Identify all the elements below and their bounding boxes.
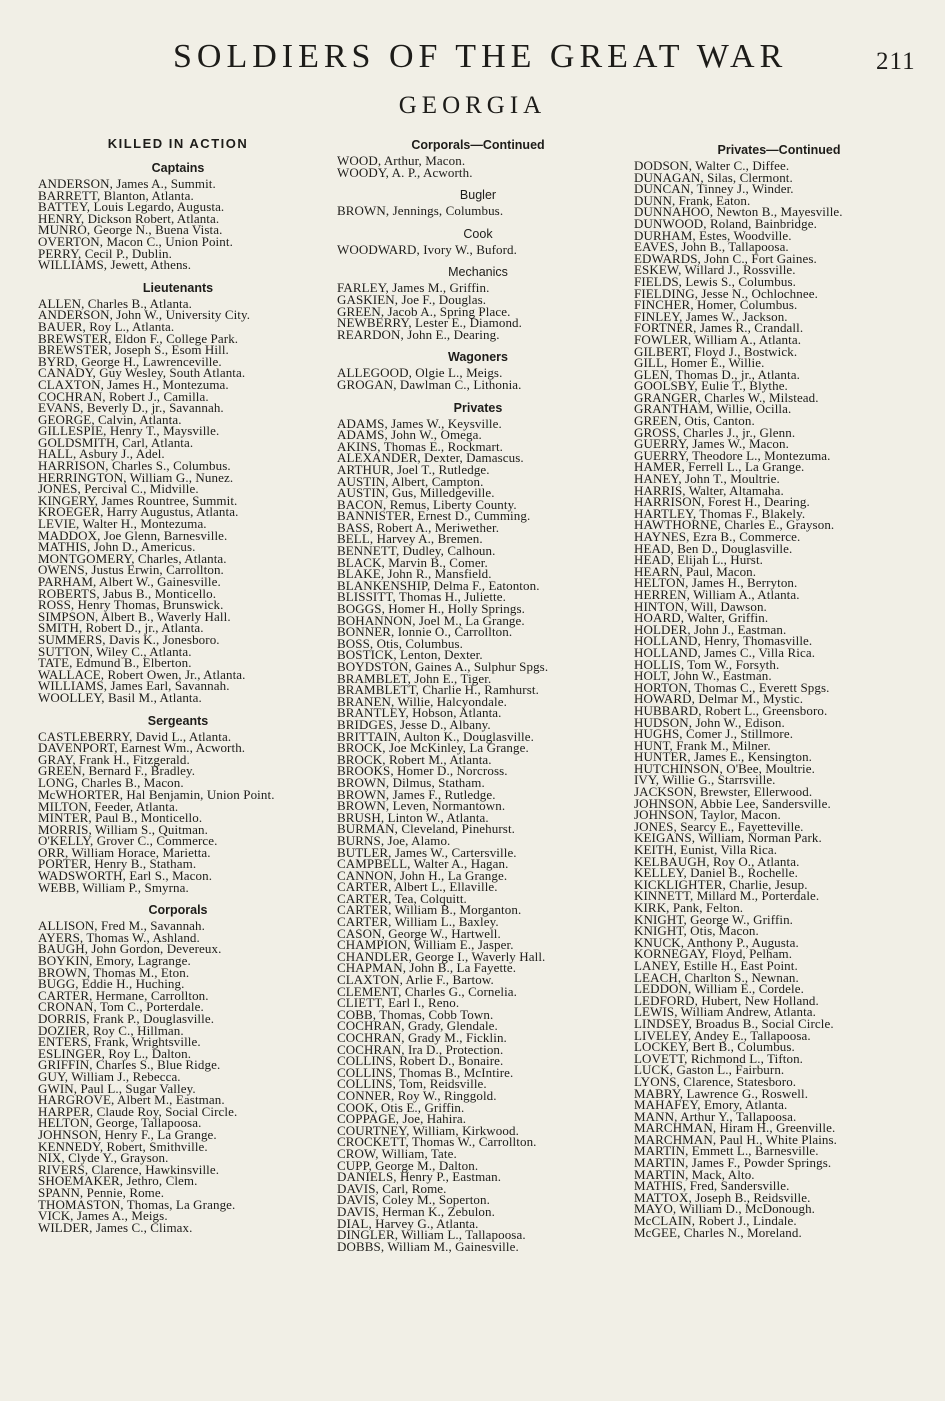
list-item: HARGROVE, Albert M., Eastman.	[38, 1092, 225, 1108]
list-item: FIELDING, Jesse N., Ochlochnee.	[634, 285, 818, 301]
list-item: ESLINGER, Roy L., Dalton.	[38, 1045, 192, 1061]
list-item: COCHRAN, Ira D., Protection.	[337, 1041, 504, 1057]
list-item: HELTON, James H., Berryton.	[634, 575, 798, 591]
list-item: DOZIER, Roy C., Hillman.	[38, 1022, 184, 1038]
list-item: ESKEW, Willard J., Rossville.	[634, 262, 796, 278]
list-item: CROCKETT, Thomas W., Carrollton.	[337, 1134, 537, 1150]
list-item: GRANGER, Charles W., Milstead.	[634, 389, 819, 405]
list-item: COCHRAN, Grady M., Ficklin.	[337, 1030, 507, 1045]
list-captains	[38, 178, 318, 271]
list-item: CLAXTON, Arlie F., Bartow.	[337, 972, 494, 988]
list-item: BELL, Harvey A., Bremen.	[337, 531, 483, 547]
list-item: GREEN, Jacob A., Spring Place.	[337, 303, 511, 319]
list-item: HANEY, John T., Moultrie.	[634, 471, 780, 487]
list-item: DAVIS, Carl, Rome.	[337, 1180, 447, 1196]
list-item: HALL, Asbury J., Adel.	[38, 446, 165, 462]
heading-privates: Privates	[453, 400, 503, 415]
list-item: KNIGHT, Otis, Macon.	[634, 923, 759, 939]
column-2	[337, 134, 619, 1252]
list-item: BROCK, Robert M., Atlanta.	[337, 751, 492, 767]
list-item: BLACK, Marvin B., Comer.	[337, 554, 488, 570]
list-item: BAUGH, John Gordon, Devereux.	[38, 941, 222, 957]
list-item: HOARD, Walter, Griffin.	[634, 610, 769, 626]
list-item: IVY, Willie G., Starrsville.	[634, 772, 776, 788]
list-item: DUNWOOD, Roland, Bainbridge.	[634, 215, 817, 231]
list-item: BATTEY, Louis Legardo, Augusta.	[38, 199, 225, 215]
list-item: BRIDGES, Jesse D., Albany.	[337, 716, 491, 732]
list-item: ORR, William Horace, Marietta.	[38, 844, 211, 860]
list-item: MATHIS, John D., Americus.	[38, 539, 196, 555]
list-item: KELBAUGH, Roy O., Atlanta.	[634, 853, 800, 869]
list-item: McCLAIN, Robert J., Lindale.	[634, 1213, 797, 1229]
list-item: DUNAGAN, Silas, Clermont.	[634, 169, 793, 185]
list-item: KEITH, Eunist, Villa Rica.	[634, 842, 778, 858]
list-item: COLLINS, Tom, Reidsville.	[337, 1076, 487, 1092]
list-item: BLISSITT, Thomas H., Juliette.	[337, 589, 506, 605]
list-item: BROWN, Leven, Normantown.	[337, 798, 506, 814]
list-item: COCHRAN, Grady, Glendale.	[337, 1018, 498, 1034]
list-item: KIRK, Pank, Felton.	[634, 900, 744, 915]
list-item: HERRINGTON, William G., Nunez.	[38, 469, 234, 485]
list-lieutenants	[38, 295, 318, 705]
list-item: BLANKENSHIP, Delma F., Eatonton.	[337, 577, 540, 593]
list-item: HARRISON, Forest H., Dearing.	[634, 494, 810, 510]
list-item: ANDERSON, James A., Summit.	[38, 176, 216, 191]
list-item: JACKSON, Brewster, Ellerwood.	[634, 784, 813, 800]
list-item: DAVIS, Herman K., Zebulon.	[337, 1203, 495, 1219]
list-item: GILLESPIE, Henry T., Maysville.	[38, 423, 220, 439]
list-item: BONNER, Ionnie O., Carrollton.	[337, 624, 513, 640]
list-item: BROWN, Thomas M., Eton.	[38, 964, 190, 980]
list-item: BLAKE, John R., Mansfield.	[337, 566, 492, 582]
list-item: KNUCK, Anthony P., Augusta.	[634, 934, 799, 950]
list-item: MARCHMAN, Paul H., White Plains.	[634, 1131, 838, 1147]
list-item: MARCHMAN, Hiram H., Greenville.	[634, 1120, 836, 1136]
list-item: MATTOX, Joseph B., Reidsville.	[634, 1189, 811, 1205]
list-item: BYRD, George H., Lawrenceville.	[38, 353, 222, 369]
list-item: HEARN, Paul, Macon.	[634, 563, 757, 579]
list-item: BOGGS, Homer H., Holly Springs.	[337, 601, 525, 617]
list-item: MATHIS, Fred, Sandersville.	[634, 1178, 790, 1194]
list-item: MANN, Arthur Y., Tallapoosa.	[634, 1108, 797, 1124]
list-item: THOMASTON, Thomas, La Grange.	[38, 1196, 236, 1212]
list-item: JONES, Percival C., Midville.	[38, 481, 199, 497]
list-item: HUGHS, Comer J., Stillmore.	[634, 726, 794, 742]
heading-wagoners: Wagoners	[448, 350, 508, 365]
list-item: FARLEY, James M., Griffin.	[337, 280, 490, 296]
list-item: BROCK, Joe McKinley, La Grange.	[337, 740, 529, 756]
list-item: MARTIN, Emmett L., Barnesville.	[634, 1143, 819, 1159]
list-item: CHAPMAN, John B., La Fayette.	[337, 960, 517, 976]
list-item: MARTIN, Mack, Alto.	[634, 1166, 755, 1182]
list-item: SUMMERS, Davis K., Jonesboro.	[38, 631, 220, 647]
list-item: SUTTON, Wiley C., Atlanta.	[38, 643, 192, 659]
list-item: SIMPSON, Albert B., Waverly Hall.	[38, 608, 231, 624]
list-item: COBB, Thomas, Cobb Town.	[337, 1006, 494, 1022]
list-item: OWENS, Justus Erwin, Carrollton.	[38, 562, 224, 578]
heading-lieutenants: Lieutenants	[142, 280, 214, 295]
list-item: LIVELEY, Andey E., Tallapoosa.	[634, 1027, 811, 1043]
list-item: MARTIN, James F., Powder Springs.	[634, 1155, 832, 1171]
list-item: DUNN, Frank, Eaton.	[634, 192, 751, 208]
list-item: McWHORTER, Hal Benjamin, Union Point.	[38, 786, 275, 802]
list-item: HINTON, Will, Dawson.	[634, 598, 767, 614]
list-item: HOWARD, Delmar M., Mystic.	[634, 691, 804, 707]
list-item: HOLLAND, Henry, Thomasville.	[634, 633, 813, 649]
list-item: FINLEY, James W., Jackson.	[634, 308, 788, 324]
list-item: CRONAN, Tom C., Porterdale.	[38, 999, 204, 1015]
list-item: GRIFFIN, Charles S., Blue Ridge.	[38, 1057, 221, 1073]
section-title: KILLED IN ACTION	[107, 136, 249, 151]
heading-bugler: Bugler	[459, 188, 497, 203]
list-item: GROGAN, Dawlman C., Lithonia.	[337, 376, 522, 392]
list-item: BRAMBLET, John E., Tiger.	[337, 670, 492, 686]
list-item: GOOLSBY, Eulie T., Blythe.	[634, 378, 788, 394]
list-item: HERREN, William A., Atlanta.	[634, 586, 800, 602]
list-item: PERRY, Cecil P., Dublin.	[38, 245, 172, 261]
list-item: KENNEDY, Robert, Smithville.	[38, 1138, 208, 1154]
list-item: ROSS, Henry Thomas, Brunswick.	[38, 597, 224, 613]
list-item: CASON, George W., Hartwell.	[337, 925, 501, 941]
list-item: ARTHUR, Joel T., Rutledge.	[337, 461, 490, 477]
list-item: BREWSTER, Eldon F., College Park.	[38, 330, 239, 346]
list-item: McGEE, Charles N., Moreland.	[634, 1224, 802, 1240]
list-item: MABRY, Lawrence G., Roswell.	[634, 1085, 809, 1101]
list-item: DUNNAHOO, Newton B., Mayesville.	[634, 204, 843, 220]
list-item: HUNTER, James E., Kensington.	[634, 749, 813, 765]
heading-corporals-continued: Corporals—Continued	[411, 138, 545, 152]
list-item: GRANTHAM, Willie, Ocilla.	[634, 401, 792, 417]
list-item: KELLEY, Daniel B., Rochelle.	[634, 865, 798, 881]
list-item: GASKIEN, Joe F., Douglas.	[337, 291, 487, 307]
list-item: WOOLLEY, Basil M., Atlanta.	[38, 689, 202, 705]
list-item: DURHAM, Estes, Woodville.	[634, 227, 792, 243]
list-item: CARTER, Tea, Colquitt.	[337, 890, 467, 906]
list-item: GLEN, Thomas D., jr., Atlanta.	[634, 366, 800, 382]
list-item: GROSS, Charles J., jr., Glenn.	[634, 424, 796, 440]
list-item: CLAXTON, James H., Montezuma.	[38, 376, 229, 392]
list-item: GREEN, Otis, Canton.	[634, 413, 755, 429]
list-item: LINDSEY, Broadus B., Social Circle.	[634, 1015, 834, 1031]
list-item: COLLINS, Robert D., Bonaire.	[337, 1053, 504, 1069]
list-item: GREEN, Bernard F., Bradley.	[38, 763, 196, 779]
list-item: FINCHER, Homer, Columbus.	[634, 297, 798, 313]
heading-corporals: Corporals	[148, 903, 208, 918]
list-item: LUCK, Gaston L., Fairburn.	[634, 1062, 785, 1078]
list-item: JOHNSON, Abbie Lee, Sandersville.	[634, 795, 831, 811]
list-item: BROWN, Jennings, Columbus.	[337, 203, 504, 219]
state-title: GEORGIA	[398, 92, 547, 119]
list-item: HELTON, George, Tallapoosa.	[38, 1115, 202, 1131]
list-sergeants	[38, 728, 318, 895]
list-privates	[337, 415, 619, 1254]
list-item: BRANTLEY, Hobson, Atlanta.	[337, 705, 502, 721]
list-mechanics	[337, 282, 619, 340]
list-item: CLEMENT, Charles G., Cornelia.	[337, 983, 518, 999]
list-item: WILLIAMS, Jewett, Athens.	[38, 257, 192, 273]
list-item: AYERS, Thomas W., Ashland.	[38, 929, 200, 945]
list-item: MILTON, Feeder, Atlanta.	[38, 798, 179, 814]
list-item: BRANEN, Willie, Halcyondale.	[337, 693, 507, 709]
list-item: BROOKS, Homer D., Norcross.	[337, 763, 508, 779]
list-item: COLLINS, Thomas B., McIntire.	[337, 1064, 514, 1080]
list-item: HARTLEY, Thomas F., Blakely.	[634, 505, 806, 521]
list-item: BRUSH, Linton W., Atlanta.	[337, 809, 489, 825]
list-item: SHOEMAKER, Jethro, Clem.	[38, 1173, 198, 1189]
list-item: BUTLER, James W., Cartersville.	[337, 844, 517, 860]
list-item: ALLEN, Charles B., Atlanta.	[38, 295, 192, 311]
list-item: GILBERT, Floyd J., Bostwick.	[634, 343, 798, 359]
list-item: DIAL, Harvey G., Atlanta.	[337, 1215, 479, 1231]
list-item: BROWN, Dilmus, Statham.	[337, 774, 485, 790]
list-item: RIVERS, Clarence, Hawkinsville.	[38, 1161, 220, 1177]
list-item: AUSTIN, Albert, Campton.	[337, 473, 484, 489]
list-item: WOOD, Arthur, Macon.	[337, 153, 466, 168]
list-item: HEAD, Elijah L., Hurst.	[634, 552, 764, 568]
running-title: SOLDIERS OF THE GREAT WAR	[173, 38, 788, 75]
list-item: LEWIS, William Andrew, Atlanta.	[634, 1004, 817, 1020]
list-item: CHANDLER, George I., Waverly Hall.	[337, 948, 546, 964]
list-item: GOLDSMITH, Carl, Atlanta.	[38, 434, 194, 450]
list-item: GEORGE, Calvin, Atlanta.	[38, 411, 182, 427]
list-item: BRITTAIN, Aulton K., Douglasville.	[337, 728, 534, 744]
list-wagoners	[337, 367, 619, 390]
list-item: WEBB, William P., Smyrna.	[38, 879, 189, 895]
list-item: GILL, Homer E., Willie.	[634, 355, 765, 371]
list-item: OVERTON, Macon C., Union Point.	[38, 233, 233, 249]
list-item: HARRIS, Walter, Altamaha.	[634, 482, 784, 498]
list-item: LOVETT, Richmond L., Tifton.	[634, 1050, 804, 1066]
list-item: LEACH, Charlton S., Newnan.	[634, 969, 799, 985]
list-item: WILLIAMS, James Earl, Savannah.	[38, 678, 230, 694]
list-item: DAVENPORT, Earnest Wm., Acworth.	[38, 740, 246, 756]
list-item: GUERRY, Theodore L., Montezuma.	[634, 447, 831, 463]
heading-privates-continued: Privates—Continued	[717, 143, 841, 157]
list-item: NEWBERRY, Lester E., Diamond.	[337, 315, 523, 331]
list-item: BURNS, Joe, Alamo.	[337, 832, 451, 848]
list-item: HOLDER, John J., Eastman.	[634, 621, 787, 637]
list-item: HUNT, Frank M., Milner.	[634, 737, 771, 753]
list-item: HARPER, Claude Roy, Social Circle.	[38, 1103, 238, 1119]
list-item: GRAY, Frank H., Fitzgerald.	[38, 751, 190, 767]
list-item: LEDDON, William E., Cordele.	[634, 981, 804, 997]
list-item: DINGLER, William L., Tallapoosa.	[337, 1227, 526, 1243]
heading-sergeants: Sergeants	[147, 713, 209, 728]
list-item: CASTLEBERRY, David L., Atlanta.	[38, 728, 232, 744]
list-item: WOODWARD, Ivory W., Buford.	[337, 241, 517, 257]
list-item: BURMAN, Cleveland, Pinehurst.	[337, 821, 516, 837]
list-item: FOWLER, William A., Atlanta.	[634, 331, 802, 347]
list-item: ROBERTS, Jabus B., Monticello.	[38, 585, 217, 601]
list-item: BOYKIN, Emory, Lagrange.	[38, 953, 191, 969]
list-bugler	[337, 205, 619, 217]
list-cook	[337, 241, 619, 257]
list-item: BACON, Remus, Liberty County.	[337, 496, 517, 512]
list-item: DAVIS, Coley M., Soperton.	[337, 1192, 490, 1208]
list-item: HEAD, Ben D., Douglasville.	[634, 540, 793, 556]
list-item: MONTGOMERY, Charles, Atlanta.	[38, 550, 227, 566]
list-item: REARDON, John E., Dearing.	[337, 326, 500, 342]
list-item: AKINS, Thomas E., Rockmart.	[337, 438, 504, 454]
list-item: HOLT, John W., Eastman.	[634, 668, 772, 684]
list-item: BOSS, Otis, Columbus.	[337, 635, 463, 651]
list-item: BREWSTER, Joseph S., Esom Hill.	[38, 342, 229, 358]
list-item: KINNETT, Millard M., Porterdale.	[634, 888, 820, 904]
list-item: KORNEGAY, Floyd, Pelham.	[634, 946, 793, 962]
list-item: HOLLIS, Tom W., Forsyth.	[634, 656, 780, 672]
list-item: BARRETT, Blanton, Atlanta.	[38, 187, 194, 203]
list-item: JONES, Searcy E., Fayetteville.	[634, 818, 804, 834]
heading-captains: Captains	[151, 161, 205, 175]
list-item: JOHNSON, Taylor, Macon.	[634, 807, 781, 823]
list-item: WOODY, A. P., Acworth.	[337, 164, 473, 180]
list-item: HARRISON, Charles S., Columbus.	[38, 458, 231, 474]
list-item: DOBBS, William M., Gainesville.	[337, 1238, 519, 1254]
list-item: MINTER, Paul B., Monticello.	[38, 810, 203, 826]
list-item: HENRY, Dickson Robert, Atlanta.	[38, 210, 220, 226]
list-item: TATE, Edmund B., Elberton.	[38, 655, 192, 671]
list-item: FIELDS, Lewis S., Columbus.	[634, 273, 796, 289]
list-item: BASS, Robert A., Meriwether.	[337, 519, 500, 535]
list-item: CARTER, William L., Baxley.	[337, 914, 499, 930]
list-item: CARTER, Hermane, Carrollton.	[38, 987, 209, 1003]
list-item: CARTER, William B., Morganton.	[337, 902, 522, 918]
list-item: BENNETT, Dudley, Calhoun.	[337, 543, 496, 559]
list-item: KICKLIGHTER, Charlie, Jesup.	[634, 876, 808, 892]
column-1	[38, 134, 318, 1233]
list-item: GUY, William J., Rebecca.	[38, 1068, 181, 1084]
list-item: KEIGANS, William, Norman Park.	[634, 830, 822, 846]
list-item: CANNON, John H., La Grange.	[337, 867, 508, 883]
list-item: CHAMPION, William E., Jasper.	[337, 937, 514, 953]
list-item: EDWARDS, John C., Fort Gaines.	[634, 250, 817, 266]
list-item: BUGG, Eddie H., Huching.	[38, 976, 185, 992]
list-item: GUERRY, James W., Macon.	[634, 436, 789, 452]
list-item: MADDOX, Joe Glenn, Barnesville.	[38, 527, 228, 543]
list-item: NIX, Clyde Y., Grayson.	[38, 1150, 169, 1166]
list-item: MAYO, William D., McDonough.	[634, 1201, 816, 1217]
list-item: COOK, Otis E., Griffin.	[337, 1099, 465, 1115]
list-item: WALLACE, Robert Owen, Jr., Atlanta.	[38, 666, 246, 682]
list-item: DORRIS, Frank P., Douglasville.	[38, 1011, 215, 1026]
list-item: WADSWORTH, Earl S., Macon.	[38, 868, 213, 884]
list-corporals	[38, 920, 318, 1233]
list-item: LEVIE, Walter H., Montezuma.	[38, 516, 207, 532]
list-item: JOHNSON, Henry F., La Grange.	[38, 1126, 217, 1142]
list-item: ENTERS, Frank, Wrightsville.	[38, 1034, 201, 1050]
list-item: CONNER, Roy W., Ringgold.	[337, 1087, 497, 1103]
page-header	[0, 38, 945, 88]
list-item: COPPAGE, Joe, Hahira.	[337, 1111, 467, 1127]
list-item: GWIN, Paul L., Sugar Valley.	[38, 1080, 196, 1096]
list-item: PARHAM, Albert W., Gainesville.	[38, 574, 221, 589]
list-item: LONG, Charles B., Macon.	[38, 774, 184, 790]
list-item: ADAMS, John W., Omega.	[337, 427, 482, 443]
list-item: KINGERY, James Rountree, Summit.	[38, 492, 238, 508]
list-item: O'KELLY, Grover C., Commerce.	[38, 833, 218, 849]
list-item: DANIELS, Henry P., Eastman.	[337, 1169, 502, 1185]
list-item: MAHAFEY, Emory, Atlanta.	[634, 1097, 788, 1113]
list-item: KROEGER, Harry Augustus, Atlanta.	[38, 504, 239, 520]
list-item: ALLEGOOD, Olgie L., Meigs.	[337, 365, 503, 381]
list-item: WILDER, James C., Climax.	[38, 1219, 193, 1235]
list-item: HUTCHINSON, O'Bee, Moultrie.	[634, 760, 815, 776]
list-item: SPANN, Pennie, Rome.	[38, 1184, 165, 1200]
list-item: CLIETT, Earl I., Reno.	[337, 995, 460, 1011]
list-item: DODSON, Walter C., Diffee.	[634, 158, 790, 173]
list-item: EVANS, Beverly D., jr., Savannah.	[38, 400, 224, 416]
list-item: FORTNER, James R., Crandall.	[634, 320, 804, 336]
list-item: SMITH, Robert D., jr., Atlanta.	[38, 620, 204, 636]
list-item: HOLLAND, James C., Villa Rica.	[634, 644, 816, 660]
list-item: BOYDSTON, Gaines A., Sulphur Spgs.	[337, 659, 549, 674]
list-item: LYONS, Clarence, Statesboro.	[634, 1073, 797, 1089]
list-item: ANDERSON, John W., University City.	[38, 307, 251, 323]
list-item: HUDSON, John W., Edison.	[634, 714, 785, 730]
list-item: HORTON, Thomas C., Everett Spgs.	[634, 679, 830, 695]
list-item: CUPP, George M., Dalton.	[337, 1157, 479, 1173]
list-item: EAVES, John B., Tallapoosa.	[634, 239, 789, 255]
list-item: MUNRO, George N., Buena Vista.	[38, 222, 223, 238]
list-item: CANADY, Guy Wesley, South Atlanta.	[38, 365, 246, 381]
list-item: BRAMBLETT, Charlie H., Ramhurst.	[337, 682, 539, 698]
list-item: COURTNEY, William, Kirkwood.	[337, 1122, 519, 1138]
list-item: COCHRAN, Robert J., Camilla.	[38, 388, 209, 404]
list-item: MORRIS, William S., Quitman.	[38, 821, 208, 837]
list-item: ADAMS, James W., Keysville.	[337, 415, 502, 431]
list-item: LOCKEY, Bert B., Columbus.	[634, 1039, 795, 1055]
list-item: BANNISTER, Ernest D., Cumming.	[337, 508, 531, 524]
list-item: CROW, William, Tate.	[337, 1145, 457, 1161]
list-item: HAWTHORNE, Charles E., Grayson.	[634, 517, 835, 533]
list-item: HAMER, Ferrell L., La Grange.	[634, 459, 805, 475]
list-item: HAYNES, Ezra B., Commerce.	[634, 529, 801, 544]
page-number: 211	[876, 48, 916, 75]
heading-cook: Cook	[463, 226, 493, 241]
list-item: BAUER, Roy L., Atlanta.	[38, 318, 175, 334]
list-corporals-continued	[337, 155, 619, 178]
list-item: VICK, James A., Meigs.	[38, 1208, 168, 1224]
list-item: CARTER, Albert L., Ellaville.	[337, 879, 498, 895]
list-item: HUBBARD, Robert L., Greensboro.	[634, 702, 828, 718]
list-item: BOHANNON, Joel M., La Grange.	[337, 612, 525, 628]
list-item: ALEXANDER, Dexter, Damascus.	[337, 450, 524, 466]
list-item: KNIGHT, George W., Griffin.	[634, 911, 794, 927]
list-item: DUNCAN, Tinney J., Winder.	[634, 181, 794, 197]
list-item: AUSTIN, Gus, Milledgeville.	[337, 485, 495, 501]
list-item: CAMPBELL, Walter A., Hagan.	[337, 856, 509, 872]
list-privates-continued	[634, 160, 924, 1238]
heading-mechanics: Mechanics	[448, 265, 508, 280]
list-item: ALLISON, Fred M., Savannah.	[38, 918, 205, 934]
list-item: PORTER, Henry B., Statham.	[38, 856, 197, 872]
list-item: BROWN, James F., Rutledge.	[337, 786, 496, 802]
list-item: LANEY, Estille H., East Point.	[634, 957, 798, 973]
list-item: LEDFORD, Hubert, New Holland.	[634, 992, 819, 1008]
list-item: BOSTICK, Lenton, Dexter.	[337, 647, 483, 663]
column-3	[634, 134, 924, 1238]
